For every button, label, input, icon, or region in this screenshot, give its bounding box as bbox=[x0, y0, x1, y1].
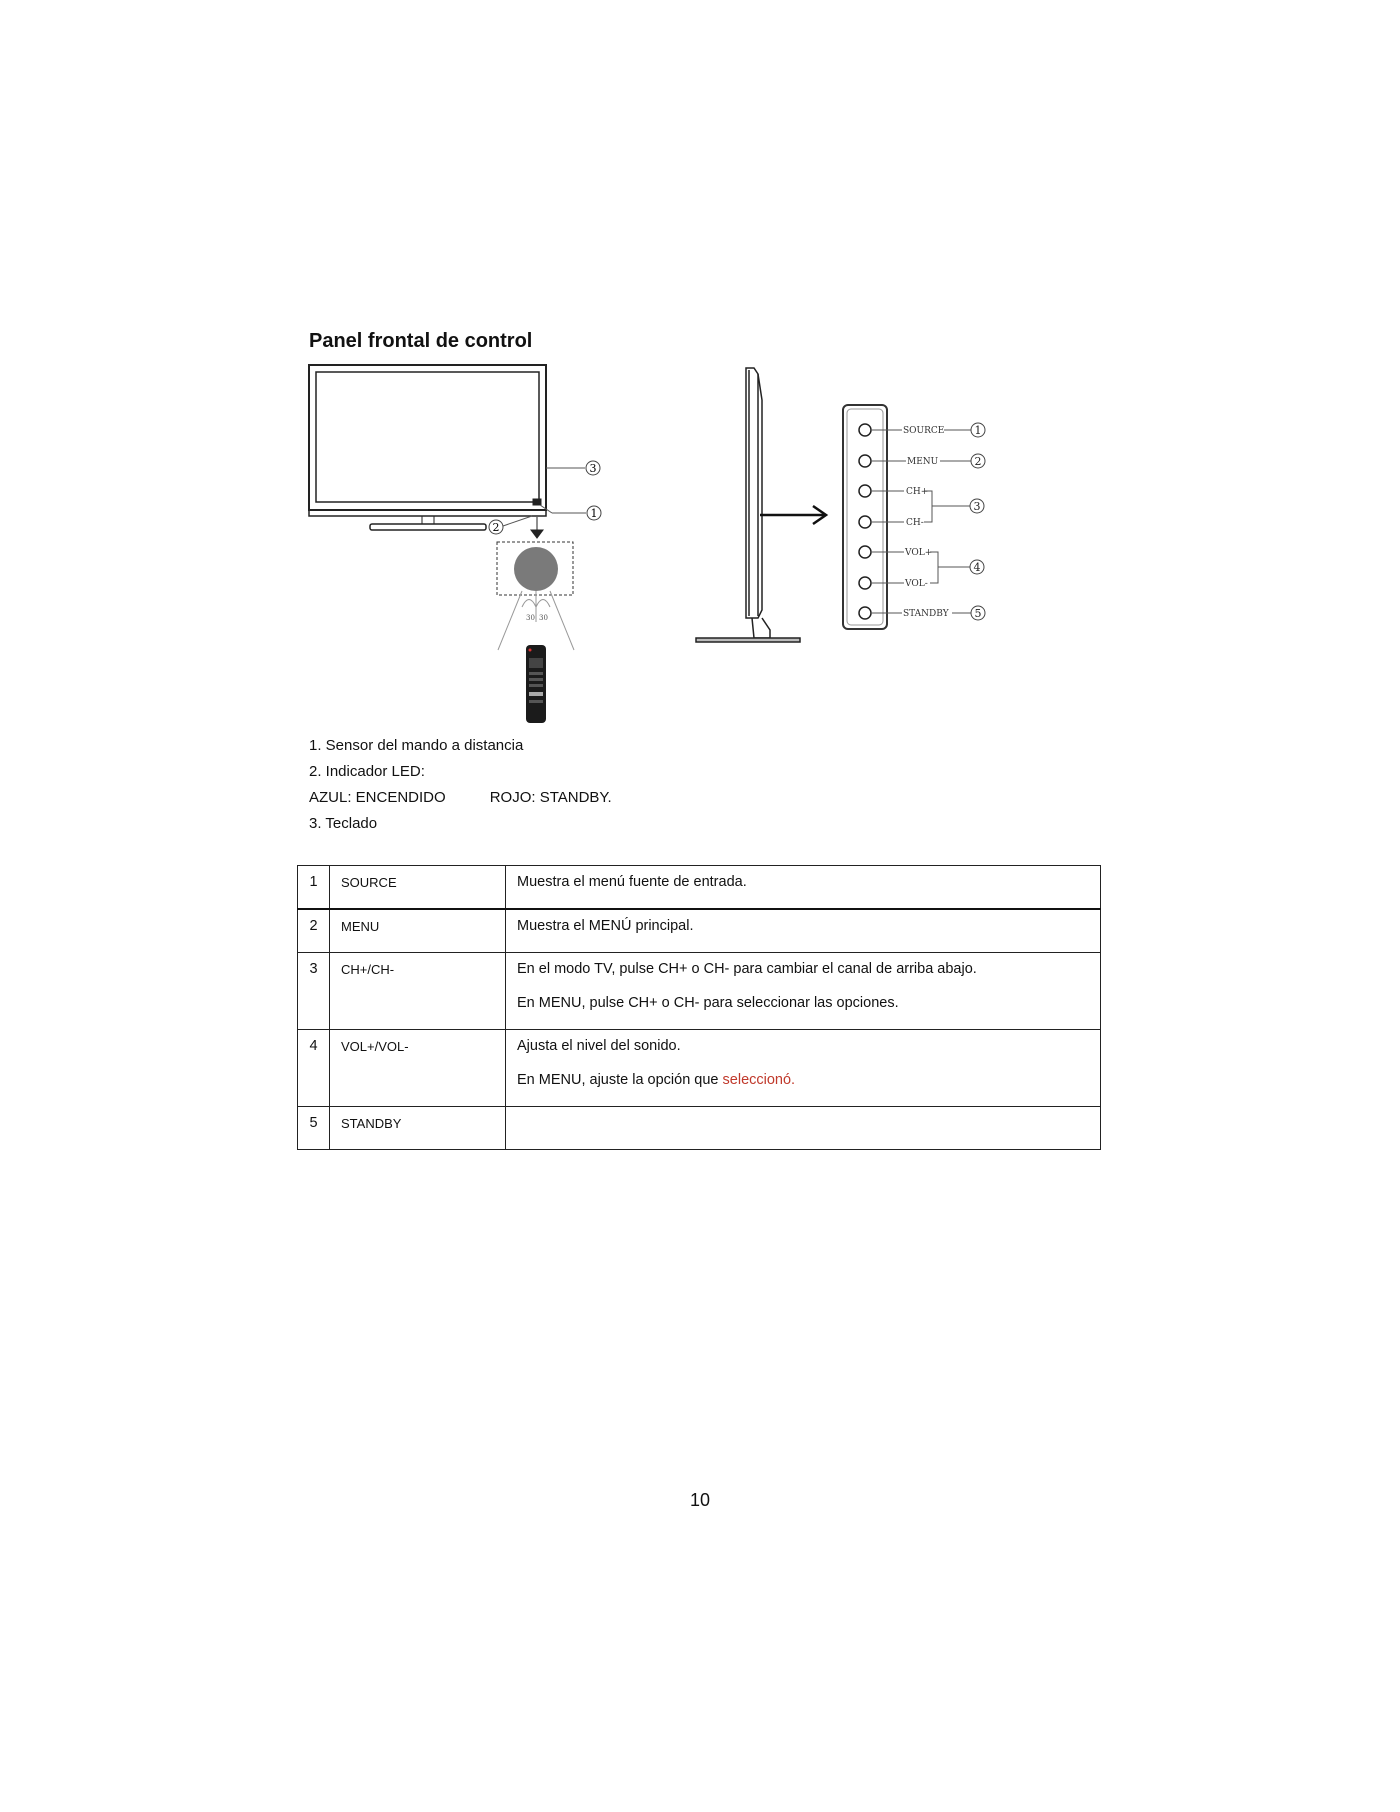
note-remote-sensor: 1. Sensor del mando a distancia bbox=[309, 737, 524, 754]
callout-4-side bbox=[970, 560, 984, 574]
side-label-ch-minus: CH- bbox=[906, 518, 924, 528]
svg-text:2: 2 bbox=[492, 521, 500, 534]
side-label-vol-minus: VOL- bbox=[905, 579, 928, 589]
svg-text:1: 1 bbox=[974, 424, 982, 437]
arrow-to-buttons bbox=[760, 506, 826, 524]
svg-text:3: 3 bbox=[589, 462, 597, 475]
side-label-source: SOURCE bbox=[903, 426, 945, 436]
callout-1-side bbox=[971, 423, 985, 437]
note-keypad: 3. Teclado bbox=[309, 815, 378, 832]
callout-1-front bbox=[587, 506, 601, 520]
page-number: 10 bbox=[689, 1490, 711, 1510]
side-label-vol-plus: VOL+ bbox=[905, 548, 933, 558]
callout-3-side bbox=[970, 499, 984, 513]
svg-text:3: 3 bbox=[973, 500, 981, 513]
callout-5-side bbox=[971, 606, 985, 620]
svg-text:5: 5 bbox=[974, 607, 982, 620]
table-row: 4 VOL+/VOL- Ajusta el nivel del sonido. En MENU, ajuste la opción que seleccionó. bbox=[298, 1030, 1101, 1107]
section-title: Panel frontal de control bbox=[309, 330, 533, 352]
callout-2-front bbox=[489, 520, 503, 534]
tv-front-view bbox=[309, 365, 546, 530]
note-blue-on: AZUL: ENCENDIDO bbox=[309, 789, 446, 806]
note-red-standby: ROJO: STANDBY. bbox=[489, 789, 612, 806]
side-label-ch-plus: CH+ bbox=[906, 487, 929, 497]
svg-text:4: 4 bbox=[973, 561, 981, 574]
side-button-source bbox=[859, 424, 871, 436]
side-button-vol-plus bbox=[859, 546, 871, 558]
side-button-ch-minus bbox=[859, 516, 871, 528]
side-button-vol-minus bbox=[859, 577, 871, 589]
tv-side-view bbox=[696, 368, 800, 642]
side-button-menu bbox=[859, 455, 871, 467]
svg-text:1: 1 bbox=[590, 507, 598, 520]
remote-control-icon bbox=[526, 645, 546, 723]
table-row: 1 SOURCE Muestra el menú fuente de entrada. bbox=[298, 866, 1101, 910]
side-label-menu: MENU bbox=[907, 457, 939, 467]
keypad-function-table bbox=[297, 865, 1101, 1150]
table-row: 2 MENU Muestra el MENÚ principal. bbox=[298, 909, 1101, 953]
side-button-ch-plus bbox=[859, 485, 871, 497]
note-led-indicator: 2. Indicador LED: bbox=[309, 763, 425, 780]
table-row: 5 STANDBY bbox=[298, 1107, 1101, 1150]
note-led-colors bbox=[309, 785, 612, 811]
control-panel-diagram bbox=[300, 360, 1000, 730]
svg-text:2: 2 bbox=[974, 455, 982, 468]
control-panel-notes bbox=[309, 733, 612, 837]
side-label-standby: STANDBY bbox=[903, 609, 949, 619]
table-row: 3 CH+/CH- En el modo TV, pulse CH+ o CH- para cambiar el canal de arriba abajo. En MENU, pulse CH+ o CH- para seleccionar las opciones. bbox=[298, 953, 1101, 1030]
callout-2-side bbox=[971, 454, 985, 468]
ir-sensor-icon bbox=[514, 547, 558, 591]
angle-right-label: 30 bbox=[539, 614, 548, 622]
callout-3-front bbox=[586, 461, 600, 475]
angle-left-label: 30 bbox=[526, 614, 535, 622]
side-button-standby bbox=[859, 607, 871, 619]
highlighted-word: seleccionó. bbox=[722, 1072, 796, 1088]
